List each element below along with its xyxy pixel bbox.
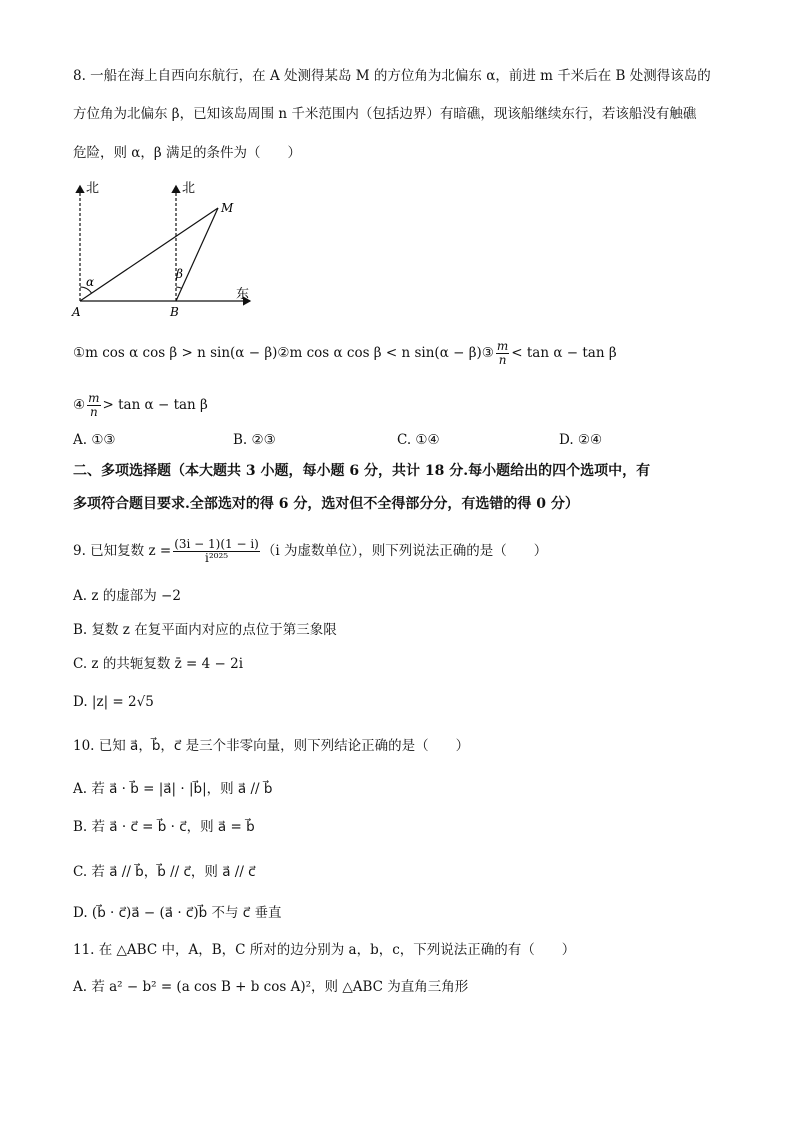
q10-option-b[interactable]: B. 若 a⃗ · c⃗ = b⃗ · c⃗，则 a⃗ = b⃗ — [73, 819, 255, 835]
q8-conditions-row1 — [73, 340, 617, 367]
q8-option-c[interactable]: C. ①④ — [397, 432, 440, 448]
q8-cond-4-mark: ④ — [73, 397, 86, 413]
beta-label: β — [176, 267, 183, 281]
q8-conditions-row2 — [73, 392, 208, 419]
point-b-label: B — [170, 305, 179, 319]
q8-stem-line1: 8. 一船在海上自西向东航行，在 A 处测得某岛 M 的方位角为北偏东 α，前进 m 千米后在 B 处测得该岛的 — [73, 68, 711, 84]
q10-option-c[interactable]: C. 若 a⃗ // b⃗，b⃗ // c⃗，则 a⃗ // c⃗ — [73, 864, 256, 880]
q8-frac-2 — [87, 392, 100, 419]
alpha-label: α — [86, 275, 95, 289]
q8-option-b[interactable]: B. ②③ — [233, 432, 276, 448]
beta-arc — [176, 287, 182, 288]
q9-prefix: 9. 已知复数 z = — [73, 543, 172, 559]
point-m-label: M — [221, 201, 234, 215]
q9-option-b[interactable]: B. 复数 z 在复平面内对应的点位于第三象限 — [73, 622, 337, 638]
q9-fraction — [173, 538, 260, 565]
frac-num: m — [496, 339, 509, 353]
q10-option-a[interactable]: A. 若 a⃗ · b⃗ = |a⃗| · |b⃗|，则 a⃗ // b⃗ — [73, 781, 273, 797]
q8-stem-line3: 危险，则 α，β 满足的条件为（ ） — [73, 145, 302, 161]
frac-num: m — [88, 391, 100, 405]
q8-cond-1-2: ①m cos α cos β > n sin(α − β)②m cos α cos β < n sin(α − β)③ — [73, 345, 494, 361]
q8-stem-line2: 方位角为北偏东 β，已知该岛周围 n 千米范围内（包括边界）有暗礁，现该船继续东行，若该船没有触礁 — [73, 106, 697, 122]
q8-option-a[interactable]: A. ①③ — [73, 432, 116, 448]
q10-option-d[interactable]: D. (b⃗ · c⃗)a⃗ − (a⃗ · c⃗)b⃗ 不与 c⃗ 垂直 — [73, 905, 282, 921]
point-a-label: A — [72, 305, 81, 319]
north-label-a: 北 — [86, 181, 100, 196]
section2-heading-line1: 二、多项选择题（本大题共 3 小题，每小题 6 分，共计 18 分.每小题给出的四个选项中，有 — [73, 463, 651, 479]
q9-option-c[interactable]: C. z 的共轭复数 z̄ = 4 − 2i — [73, 656, 244, 672]
q8-cond-4: > tan α − tan β — [102, 397, 208, 413]
q8-option-d[interactable]: D. ②④ — [559, 432, 603, 448]
section2-heading-line2: 多项符合题目要求.全部选对的得 6 分，选对但不全得部分分，有选错的得 0 分） — [73, 496, 579, 512]
east-label: 东 — [236, 287, 250, 302]
q9-option-d[interactable]: D. |z| = 2√5 — [73, 694, 154, 710]
q11-option-a[interactable]: A. 若 a² − b² = (a cos B + b cos A)²，则 △ABC 为直角三角形 — [73, 979, 469, 995]
q10-stem: 10. 已知 a⃗，b⃗，c⃗ 是三个非零向量，则下列结论正确的是（ ） — [73, 738, 470, 754]
q9-frac-den: i²⁰²⁵ — [204, 551, 229, 565]
q9-option-a[interactable]: A. z 的虚部为 −2 — [73, 588, 181, 604]
q8-frac-1 — [496, 340, 509, 367]
north-label-b: 北 — [182, 181, 196, 196]
frac-den: n — [498, 353, 507, 367]
frac-den: n — [89, 405, 98, 419]
q8-cond-3: < tan α − tan β — [511, 345, 617, 361]
q9-suffix: （i 为虚数单位），则下列说法正确的是（ ） — [261, 543, 548, 559]
q9-stem — [73, 538, 547, 565]
q8-figure — [60, 176, 270, 321]
q11-stem: 11. 在 △ABC 中，A，B，C 所对的边分别为 a，b，c，下列说法正确的有（ ） — [73, 942, 576, 958]
q9-frac-num: (3i − 1)(1 − i) — [174, 537, 259, 551]
